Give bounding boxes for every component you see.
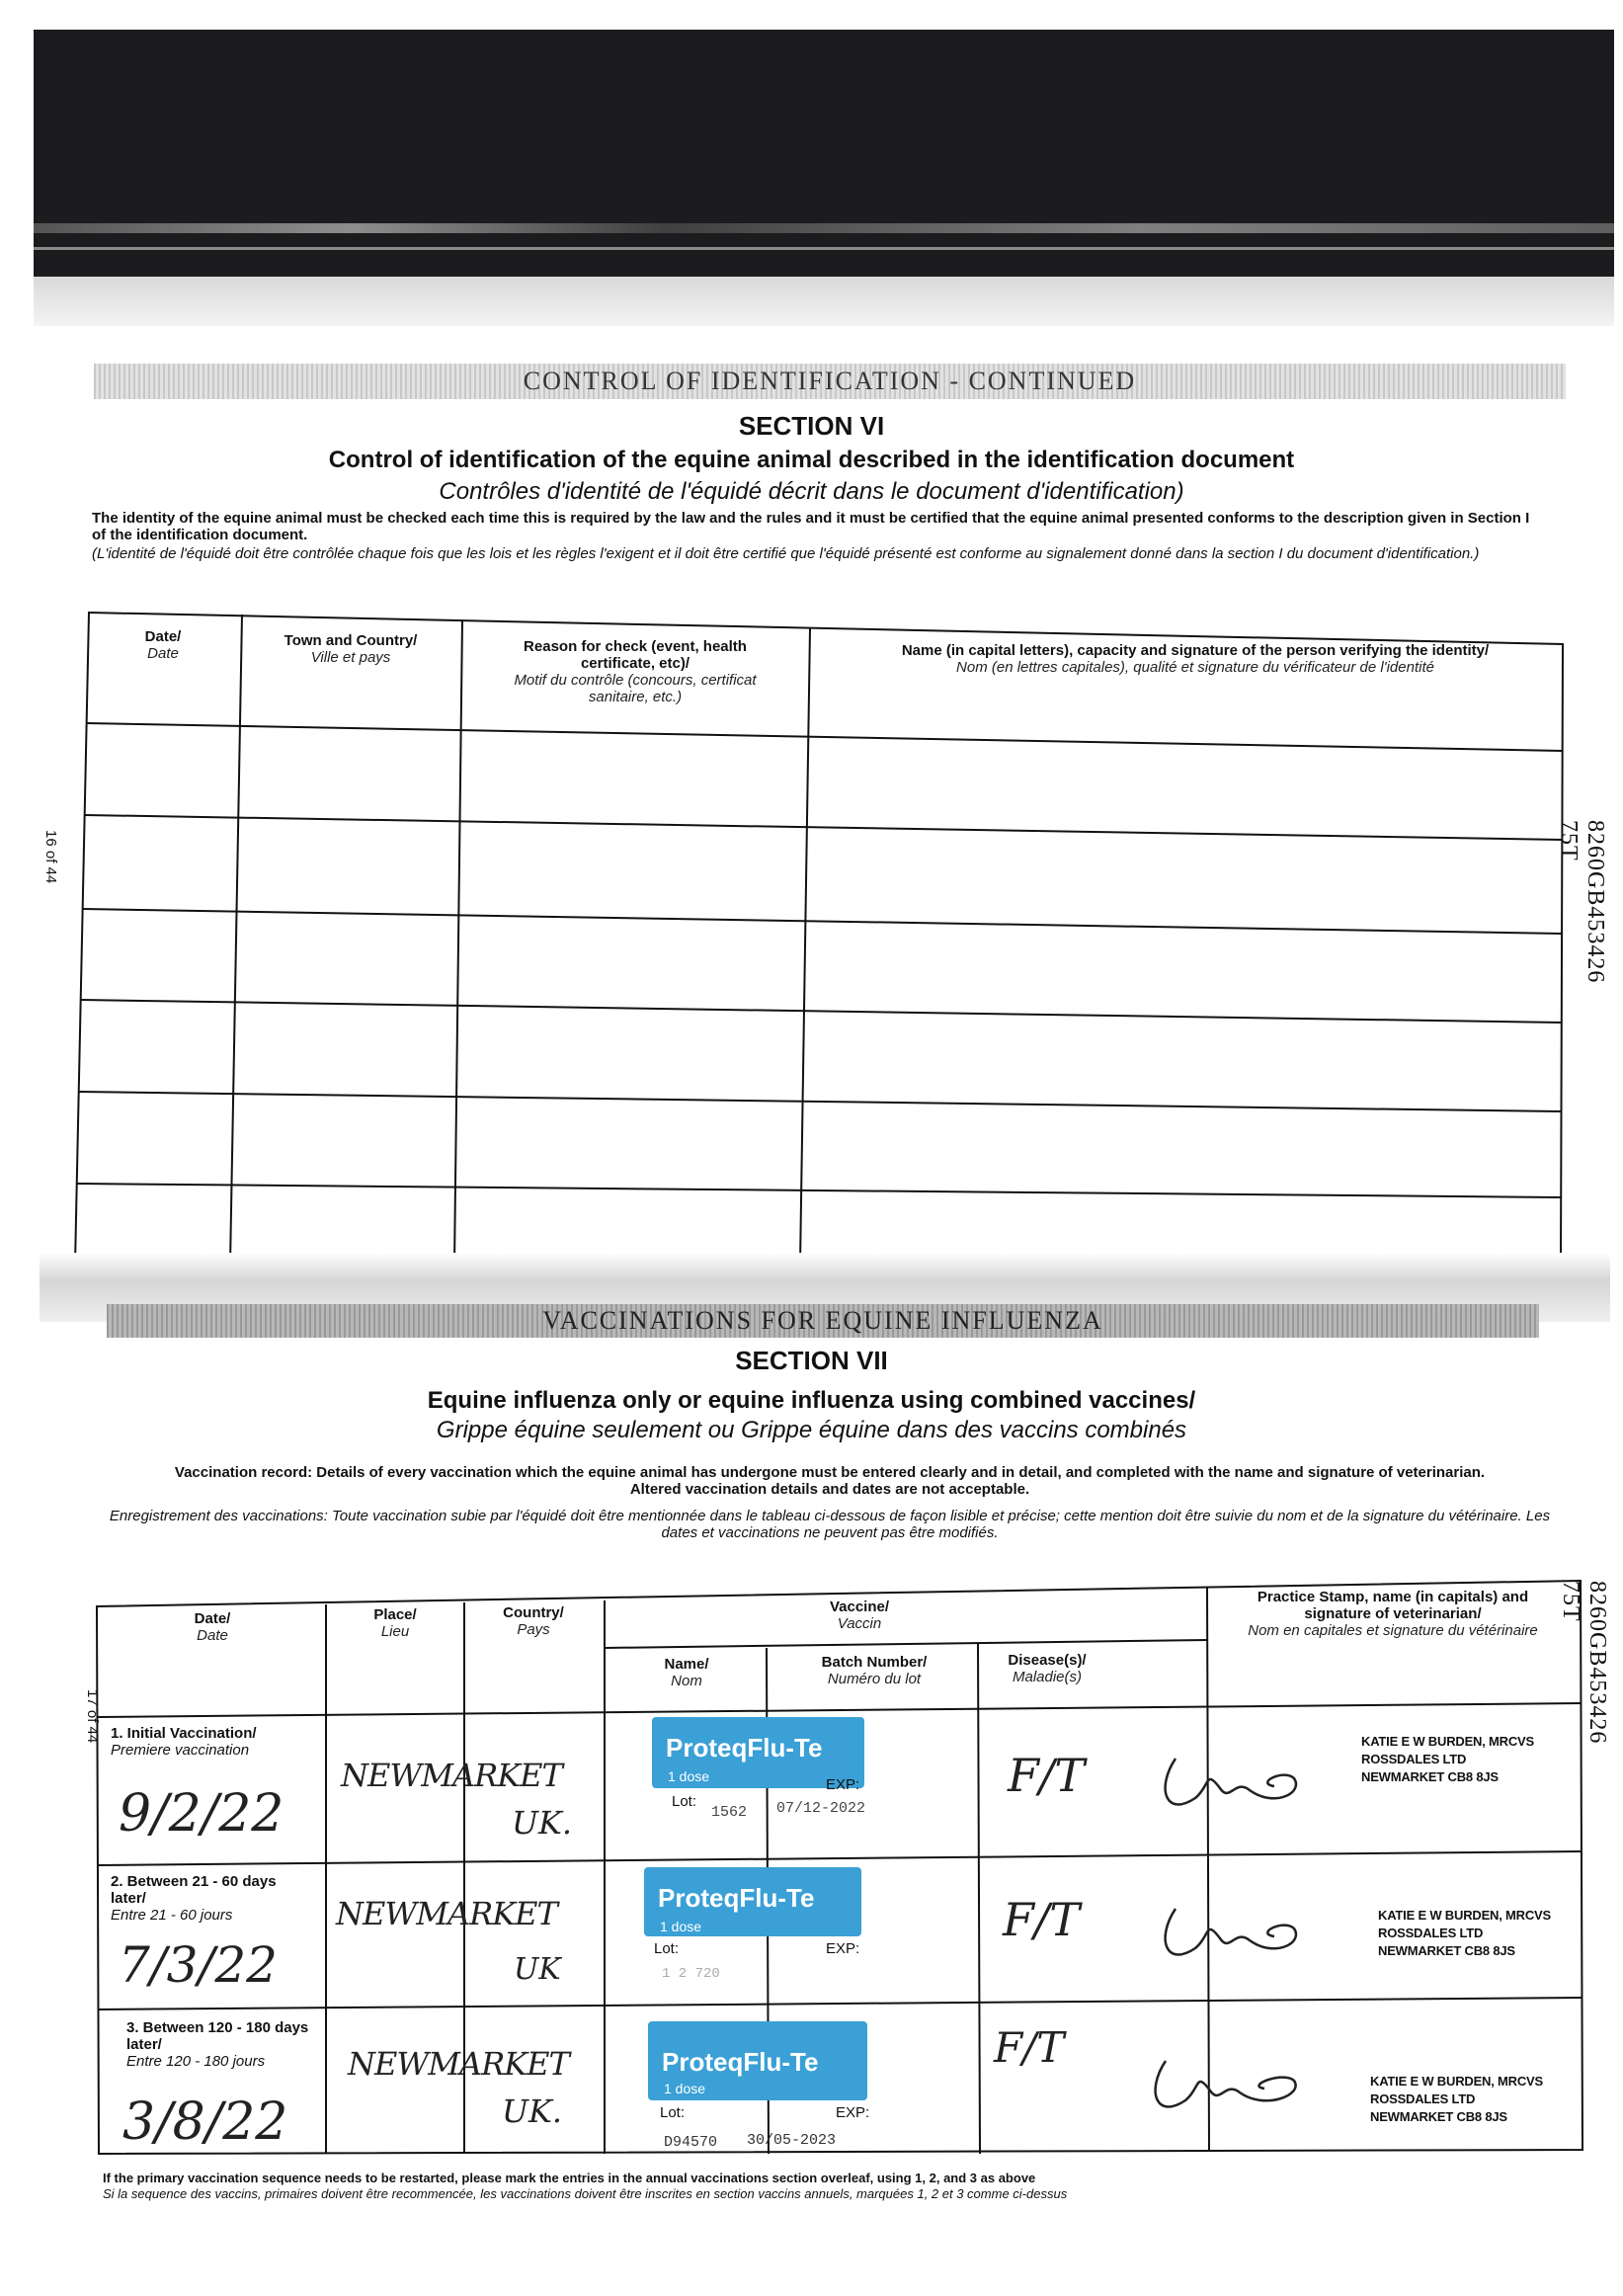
s7-row2-signature (1156, 1899, 1314, 1968)
scan-shadow (34, 277, 1614, 326)
side-code-top: 8260GB453426 75T (1556, 820, 1608, 984)
s7-row3-place: NEWMARKET (348, 2045, 569, 2083)
section7-title: Equine influenza only or equine influenza using combined vaccines/ (427, 1387, 1196, 1414)
s7-row3-country: UK. (502, 2092, 563, 2130)
section6-title: Control of identification of the equine animal described in the identification document (328, 447, 1295, 473)
s7-row3-signature (1146, 2051, 1314, 2120)
s7-row3-exp: 30/05-2023 (747, 2132, 837, 2149)
s7-row2-label: 2. Between 21 - 60 days later/ Entre 21 - 60 jours (111, 1873, 277, 1924)
s7-footer-en: If the primary vaccination sequence needs to be restarted, please mark the entries in the annual vaccinations section overleaf, using 1, 2, and 3 as above (103, 2171, 1036, 2185)
section6-banner: CONTROL OF IDENTIFICATION - CONTINUED (94, 364, 1566, 399)
section7-banner: VACCINATIONS FOR EQUINE INFLUENZA (107, 1304, 1539, 1338)
s7-row1-exp: 07/12-2022 (776, 1800, 866, 1817)
vaccine-name: ProteqFlu-Te (658, 1883, 815, 1913)
section7-label: SECTION VII (735, 1346, 888, 1375)
s6-col-town: Town and Country/ Ville et pays (284, 632, 418, 666)
s7-col-stamp: Practice Stamp, name (in capitals) and signature of veterinarian/ Nom en capitales et signature du vétérinaire (1248, 1589, 1538, 1639)
s6-col-name: Name (in capital letters), capacity and signature of the person verifying the identity/ Nom (en lettres capitales), qualité et signature du vérificateur de l'identité (901, 642, 1490, 676)
section6-intro-fr: (L'identité de l'équidé doit être contrôlée chaque fois que les lois et les règles l'exigent et il doit être certifié que l'équidé présenté est conforme au signalement donné dans la section I du document d'identification.) (92, 545, 1480, 562)
s7-row1-disease: F/T (1008, 1749, 1086, 1802)
page-number-17: 17 of 44 (84, 1689, 101, 1744)
vaccine-name: ProteqFlu-Te (666, 1733, 823, 1763)
s7-col-date: Date/ Date (194, 1610, 231, 1644)
s7-row1-stamp: KATIE E W BURDEN, MRCVS ROSSDALES LTD NEWMARKET CB8 8JS (1361, 1734, 1534, 1784)
vaccine-dose: 1 dose (660, 1919, 702, 1934)
section7-record-fr: Enregistrement des vaccinations: Toute vaccination subie par l'équidé doit être mentionnée dans le tableau ci-dessous de façon lisible et précise; cette mention doit être suivie du nom et de la signature du vétérinaire. Les dates et vaccinations ne peuvent pas être modifiés. (109, 1508, 1551, 1541)
s7-row3-disease: F/T (994, 2023, 1065, 2072)
s7-col-batch: Batch Number/ Numéro du lot (821, 1654, 928, 1687)
section6-intro-en: The identity of the equine animal must be checked each time this is required by the law and the rules and it must be certified that the equine animal presented conforms to the description given in Section I of the identification document. (92, 510, 1530, 543)
s7-col-disease: Disease(s)/ Maladie(s) (1008, 1652, 1087, 1685)
s7-row1-lot-label: Lot: (672, 1793, 697, 1810)
s7-row3-date: 3/8/22 (122, 2092, 288, 2152)
side-code-bottom: 8260GB453426 75T (1558, 1581, 1610, 1745)
s7-row2-lot: 1 2 720 (662, 1966, 720, 1982)
s6-col-date: Date/ Date (144, 628, 182, 662)
s7-row1-date: 9/2/22 (119, 1784, 284, 1844)
s7-col-vaccine: Vaccine/ Vaccin (829, 1599, 890, 1632)
s7-row3-label: 3. Between 120 - 180 days later/ Entre 120 - 180 jours (126, 2019, 309, 2070)
section7-title-fr: Grippe équine seulement ou Grippe équine dans des vaccins combinés (436, 1417, 1187, 1443)
s7-row2-disease: F/T (1003, 1893, 1081, 1946)
s7-row2-exp-label: EXP: (826, 1940, 860, 1957)
s7-row2-vaccine-label (644, 1867, 861, 1936)
section7-record-en: Vaccination record: Details of every vaccination which the equine animal has undergone must be entered clearly and in detail, and completed with the name and signature of veterinarian. Altered vaccination details and dates are not acceptable. (174, 1464, 1486, 1498)
vaccine-dose: 1 dose (668, 1768, 710, 1784)
s7-row3-stamp: KATIE E W BURDEN, MRCVS ROSSDALES LTD NEWMARKET CB8 8JS (1370, 2074, 1543, 2124)
s7-col-country: Country/ Pays (503, 1604, 564, 1638)
s7-row3-lot-label: Lot: (660, 2104, 686, 2121)
s7-row1-place: NEWMARKET (341, 1757, 562, 1794)
vaccine-dose: 1 dose (664, 2081, 706, 2096)
s6-col-reason: Reason for check (event, health certificate, etc)/ Motif du contrôle (concours, certificat sanitaire, etc.) (514, 638, 757, 705)
s7-row2-lot-label: Lot: (654, 1940, 680, 1957)
s7-row1-lot: 1562 (711, 1804, 748, 1821)
s7-row2-date: 7/3/22 (119, 1936, 278, 1994)
s7-row3-lot: D94570 (664, 2134, 718, 2151)
page-number-16: 16 of 44 (42, 830, 59, 884)
s7-row1-label: 1. Initial Vaccination/ Premiere vaccination (111, 1725, 257, 1759)
s7-footer-fr: Si la sequence des vaccins, primaires doivent être recommencée, les vaccinations doivent être inscrites en section vaccins annuels, marquées 1, 2 et 3 comme ci-dessus (103, 2186, 1068, 2201)
s7-row3-exp-label: EXP: (836, 2104, 870, 2121)
s7-row3-vaccine-label (648, 2021, 867, 2100)
vaccine-name: ProteqFlu-Te (662, 2047, 819, 2077)
s7-col-place: Place/ Lieu (373, 1606, 417, 1640)
s7-row1-country: UK. (512, 1804, 573, 1842)
section6-title-fr: Contrôles d'identité de l'équidé décrit dans le document d'identification) (439, 478, 1184, 505)
s7-row1-signature (1156, 1749, 1314, 1818)
s7-row1-exp-label: EXP: (826, 1776, 860, 1793)
s7-row2-stamp: KATIE E W BURDEN, MRCVS ROSSDALES LTD NEWMARKET CB8 8JS (1378, 1908, 1551, 1958)
scan-dark-band (34, 30, 1614, 277)
s7-row2-place: NEWMARKET (336, 1895, 557, 1932)
s7-row2-country: UK (514, 1952, 561, 1987)
section6-table (69, 603, 1571, 1274)
s7-col-name: Name/ Nom (664, 1656, 709, 1689)
section6-label: SECTION VI (738, 411, 885, 441)
